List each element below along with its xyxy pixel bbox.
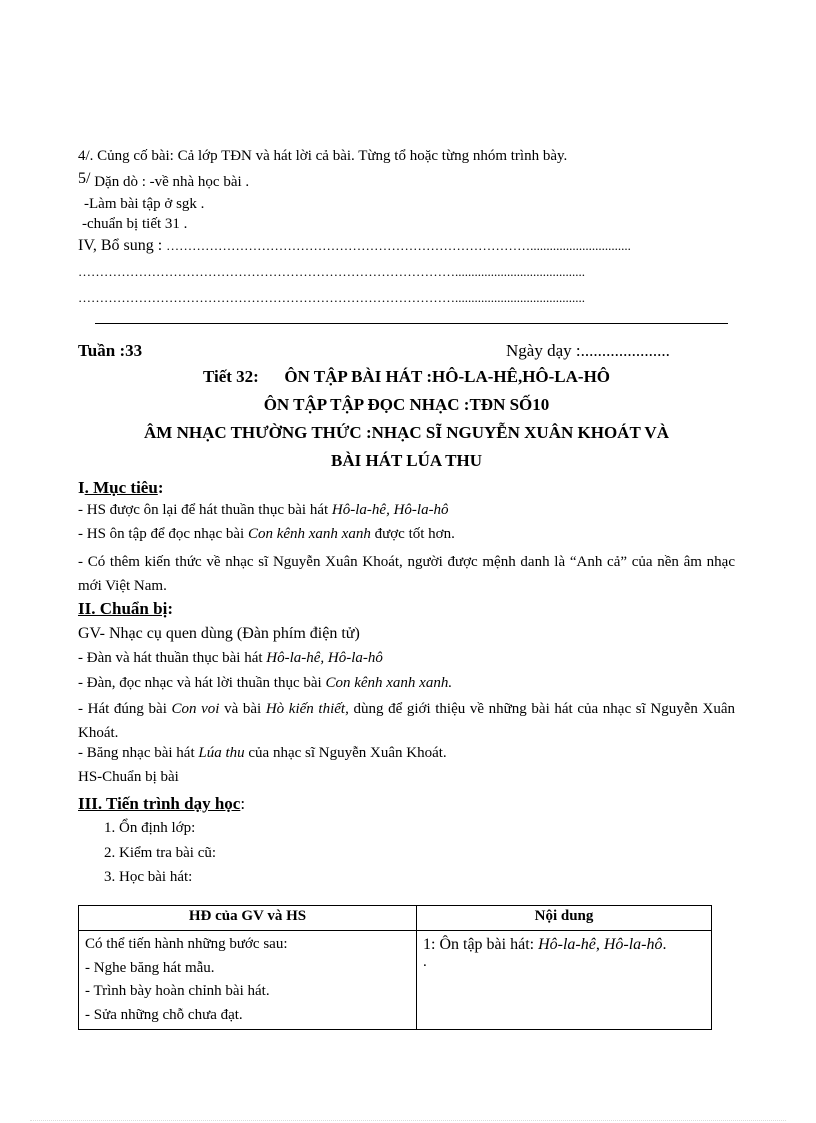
activity-line: - Trình bày hoàn chỉnh bài hát.	[85, 983, 270, 999]
table-header-content: Nội dung	[417, 906, 712, 931]
lesson-title-4: BÀI HÁT LÚA THU	[331, 451, 482, 470]
prep-item-4-song: Lúa thu	[198, 745, 245, 761]
prep-item-1-text: - Đàn và hát thuần thục bài hát	[78, 650, 267, 666]
supplement-dots-3: ……………………………………………………………………………........................................	[78, 290, 585, 305]
objective-1-text: - HS được ôn lại để hát thuần thục bài hát	[78, 502, 332, 518]
table-row	[79, 931, 712, 1030]
preparation-heading-text: II. Chuẩn bị	[78, 599, 168, 618]
prep-item-1-song: Hô-la-hê, Hô-la-hô	[266, 650, 383, 666]
supplement-line	[78, 237, 631, 255]
process-step-2: 2. Kiểm tra bài cũ:	[104, 845, 217, 861]
lesson-plan-table	[78, 905, 712, 1030]
prep-item-3-song-2: Hò kiến thiết	[265, 701, 346, 717]
prep-item-4	[78, 745, 447, 762]
week-label: Tuần :33	[78, 341, 143, 360]
objective-2-tail: được tốt hơn.	[370, 526, 455, 542]
table-cell-activities	[79, 931, 417, 1030]
prep-item-3-a: - Hát đúng bài	[78, 701, 172, 717]
supplement-dots-2: ……………………………………………………………………………........................................	[78, 264, 585, 279]
process-heading-colon: :	[240, 794, 246, 813]
teaching-date: Ngày dạy :.....................	[506, 341, 670, 360]
objective-3: - Có thêm kiến thức về nhạc sĩ Nguyễn Xuân Khoát, người được mệnh danh là “Anh cả” của nền âm nhạc mới Việt Nam.	[78, 554, 735, 594]
content-line	[423, 933, 705, 957]
objective-2	[78, 526, 455, 543]
prep-teacher: GV- Nhạc cụ quen dùng (Đàn phím điện tử)	[78, 625, 360, 642]
content-song: Hô-la-hê, Hô-la-hô	[538, 936, 663, 953]
prep-item-1	[78, 650, 383, 667]
closing-summary: 4/. Củng cố bài: Cả lớp TĐN và hát lời cả bài. Từng tổ hoặc từng nhóm trình bày.	[78, 148, 568, 164]
objectives-heading-text: . Mục tiêu	[84, 478, 158, 497]
section5-number: 5/	[78, 170, 91, 187]
activity-line: Có thể tiến hành những bước sau:	[85, 936, 288, 952]
prep-item-2-song: Con kênh xanh xanh.	[325, 675, 453, 691]
objective-1	[78, 502, 449, 519]
prep-item-2-text: - Đàn, đọc nhạc và hát lời thuần thục bài	[78, 675, 326, 691]
table-cell-content	[417, 931, 712, 1030]
homework-prepare: -chuẩn bị tiết 31 .	[82, 216, 188, 232]
objectives-heading-num: I	[78, 478, 85, 497]
activity-line: - Nghe băng hát mẫu.	[85, 959, 215, 976]
lesson-title-3: ÂM NHẠC THƯỜNG THỨC :NHẠC SĨ NGUYỄN XUÂN KHOÁT VÀ	[144, 423, 669, 442]
content-end: .	[662, 936, 667, 953]
prep-students: HS-Chuẩn bị bài	[78, 769, 179, 785]
supplement-label: IV, Bổ sung :	[78, 237, 167, 254]
content-dot: .	[423, 953, 427, 970]
section-divider	[95, 323, 728, 324]
objective-2-song: Con kênh xanh xanh	[247, 526, 371, 542]
prep-item-3	[78, 697, 735, 745]
prep-item-3-e: , dùng để giới thiệu về những bài hát của nhạc sĩ Nguyễn Xuân Khoát.	[78, 701, 735, 741]
objectives-heading-colon: :	[157, 478, 164, 497]
content-number: 1	[423, 936, 431, 953]
prep-item-2	[78, 675, 452, 692]
process-heading	[78, 794, 245, 814]
prep-item-4-text: - Băng nhạc bài hát	[78, 745, 199, 761]
process-step-3: 3. Học bài hát:	[104, 869, 193, 885]
activity-line: - Sửa những chỗ chưa đạt.	[85, 1006, 243, 1023]
homework-line	[78, 170, 250, 191]
lesson-title-1: Tiết 32: ÔN TẬP BÀI HÁT :HÔ-LA-HÊ,HÔ-LA-HÔ	[202, 367, 611, 386]
preparation-heading-colon: :	[167, 599, 173, 618]
objective-2-text: - HS ôn tập để đọc nhạc bài	[78, 526, 248, 542]
lesson-title-2: ÔN TẬP TẬP ĐỌC NHẠC :TĐN SỐ10	[263, 395, 550, 414]
prep-item-3-c: và bài	[219, 701, 266, 717]
homework-text: Dặn dò : -về nhà học bài .	[90, 174, 250, 190]
supplement-dots: …………………………………………………………………………...............................	[166, 238, 631, 253]
content-text: : Ôn tập bài hát:	[431, 936, 539, 953]
page-bottom-border	[30, 1120, 786, 1121]
table-header-activities: HĐ của GV và HS	[79, 906, 417, 931]
prep-item-4-tail: của nhạc sĩ Nguyễn Xuân Khoát.	[244, 745, 447, 761]
objectives-heading	[78, 478, 163, 498]
prep-item-3-song-1: Con voi	[171, 701, 220, 717]
objective-1-song: Hô-la-hê, Hô-la-hô	[331, 502, 449, 518]
preparation-heading	[78, 599, 173, 619]
homework-exercise: -Làm bài tập ở sgk .	[84, 196, 205, 212]
process-heading-text: III. Tiến trình dạy học	[78, 794, 241, 813]
table-header-row	[79, 906, 712, 931]
process-step-1: 1. Ổn định lớp:	[104, 820, 196, 836]
